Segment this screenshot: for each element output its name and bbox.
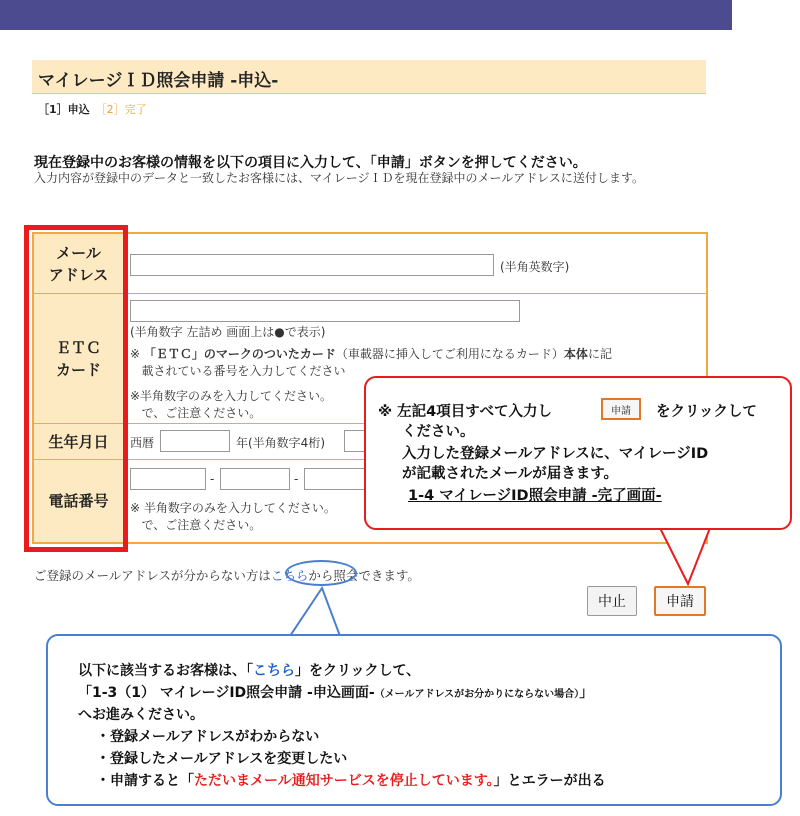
etc-card-input[interactable] — [130, 300, 520, 322]
callout1-apply-button-image: 申請 — [601, 398, 641, 420]
phone-input-1[interactable] — [130, 468, 206, 490]
callout2-bullet1: ・登録メールアドレスがわからない — [96, 729, 320, 745]
callout1-line3: 入力した登録メールアドレスに、マイレージID — [402, 446, 709, 462]
callout1-line2: ください。 — [402, 424, 475, 440]
page-title-box — [32, 60, 706, 94]
callout2-bullet3: ・申請すると「ただいまメール通知サービスを停止しています。」とエラーが出る — [96, 773, 606, 789]
callout2-bullet2: ・登録したメールアドレスを変更したい — [96, 751, 348, 767]
step-indicator — [38, 101, 147, 117]
email-input[interactable] — [130, 254, 494, 276]
birth-year-hint: 年(半角数字4桁) — [236, 436, 325, 450]
link-highlight-ellipse — [285, 560, 357, 586]
label-highlight-frame — [24, 225, 128, 552]
callout1-line5: 1-4 マイレージID照会申請 -完了画面- — [408, 488, 662, 504]
callout1-line1b: をクリックして — [656, 404, 757, 420]
era-label: 西暦 — [130, 436, 155, 450]
birth-year-input[interactable] — [160, 430, 230, 452]
page-title: マイレージＩＤ照会申請 -申込- — [38, 71, 279, 91]
phone-label: 電話番号 — [34, 460, 124, 542]
step-2: ［2］完了 — [95, 103, 147, 116]
apply-button[interactable]: 申請 — [654, 586, 706, 616]
stop-button[interactable]: 中止 — [587, 586, 637, 616]
phone-sep-2: - — [294, 472, 299, 486]
callout2-line2: 「1-3（1） マイレージID照会申請 -申込画面-（メールアドレスがお分かりにならない場合）」 — [78, 685, 594, 701]
etc-note-2: ※半角数字のみを入力してください。 で、ご注意ください。 — [130, 389, 333, 420]
step-1: ［1］申込 — [38, 103, 90, 116]
etc-hint: (半角数字 左詰め 画面上は●で表示) — [130, 325, 326, 339]
phone-input-2[interactable] — [220, 468, 290, 490]
callout2-pointer — [290, 588, 340, 636]
callout2-line1: 以下に該当するお客様は、「こちら」をクリックして、 — [78, 663, 421, 679]
lookup-link[interactable]: こちら — [270, 568, 309, 583]
lookup-callout — [46, 634, 782, 806]
header-bar — [0, 0, 732, 30]
callout2-line3: へお進みください。 — [78, 707, 204, 723]
callout1-line1a: ※ 左記4項目すべて入力し — [378, 404, 552, 420]
email-hint: (半角英数字) — [500, 260, 570, 274]
birth-label: 生年月日 — [34, 424, 124, 459]
instruction-text: 現在登録中のお客様の情報を以下の項目に入力して、「申請」ボタンを押してください。 — [34, 155, 587, 171]
email-row — [34, 234, 706, 294]
etc-note-1: ※ 「ＥＴＣ」のマークのついたカード（車載器に挿入してご利用になるカード）本体に記 載されている番号を入力してください — [130, 347, 612, 378]
email-label: メール アドレス — [34, 234, 124, 293]
phone-sep-1: - — [210, 472, 215, 486]
callout1-line4: が記載されたメールが届きます。 — [402, 466, 619, 482]
etc-label: ＥＴＣ カード — [34, 294, 124, 423]
note-text: 入力内容が登録中のデータと一致したお客様には、マイレージＩＤを現在登録中のメールアドレスに送付します。 — [34, 171, 644, 185]
lookup-text: ご登録のメールアドレスが分からない方はこちらから照会できます。 — [34, 568, 420, 583]
phone-note: ※ 半角数字のみを入力してください。 で、ご注意ください。 — [130, 501, 336, 532]
apply-callout — [364, 376, 792, 530]
